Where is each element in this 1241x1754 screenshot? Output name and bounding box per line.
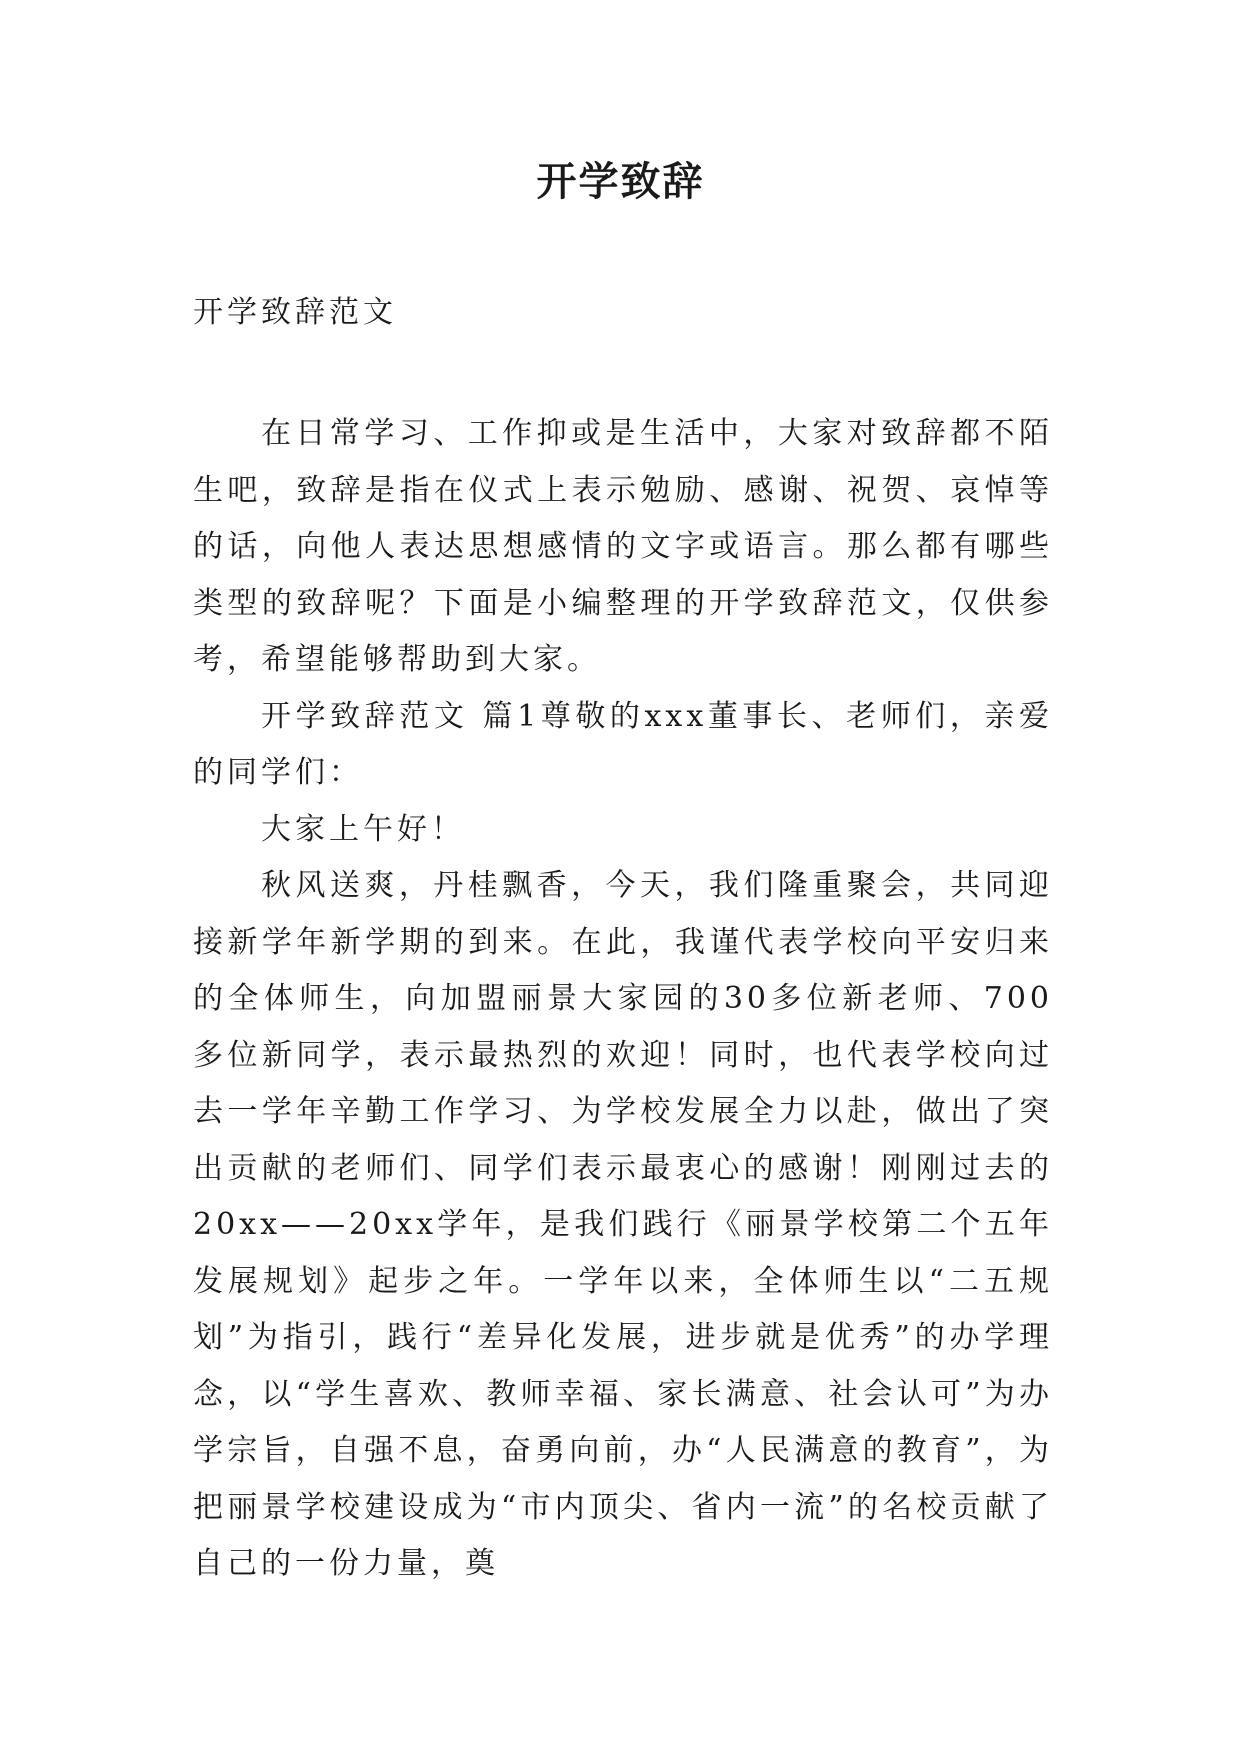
paragraph-greeting: 大家上午好！ — [261, 811, 465, 847]
paragraph-salutation: 开学致辞范文 篇1尊敬的xxx董事长、老师们，亲爱的同学们： — [193, 698, 1053, 790]
paragraph-main: 秋风送爽，丹桂飘香，今天，我们隆重聚会，共同迎接新学年新学期的到来。在此，我谨代表学校向平安归来的全体师生，向加盟丽景大家园的30多位新老师、700多位新同学，表示最热烈的欢迎！同时，也代表学校向过去一学年辛勤工作学习、为学校发展全力以赴，做出了突出贡献的老师们、同学们表示最衷心的感谢！刚刚过去的20xx——20xx学年，是我们践行《丽景学校第二个五年发展规划》起步之年。一学年以来，全体师生以“二五规划”为指引，践行“差异化发展，进步就是优秀”的办学理念，以“学生喜欢、教师幸福、家长满意、社会认可”为办学宗旨，自强不息，奋勇向前，办“人民满意的教育”，为把丽景学校建设成为“市内顶尖、省内一流”的名校贡献了自己的一份力量，奠 — [193, 868, 1053, 1581]
document-subtitle: 开学致辞范文 — [193, 295, 397, 330]
document-title: 开学致辞 — [536, 158, 705, 205]
paragraph-intro: 在日常学习、工作抑或是生活中，大家对致辞都不陌生吧，致辞是指在仪式上表示勉励、感谢、祝贺、哀悼等的话，向他人表达思想感情的文字或语言。那么都有哪些类型的致辞呢？下面是小编整理的开学致辞范文，仅供参考，希望能够帮助到大家。 — [193, 416, 1053, 677]
document-body — [193, 406, 1053, 1593]
